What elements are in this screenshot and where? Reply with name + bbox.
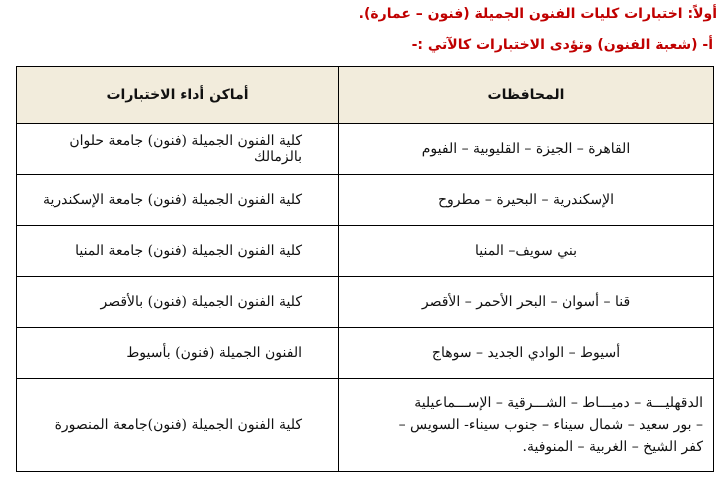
governorates-cell: بني سويف– المنيا [339,226,714,277]
governorates-line: كفر الشيخ – الغربية – المنوفية. [522,439,703,455]
venue-cell: الفنون الجميلة (فنون) بأسيوط [17,328,339,379]
governorates-cell: القاهرة – الجيزة – القليوبية – الفيوم [339,124,714,175]
table-row [17,175,714,226]
exam-locations-table [16,66,714,472]
table-row [17,124,714,175]
venue-cell: كلية الفنون الجميلة (فنون) جامعة حلوان بالزمالك [17,124,339,175]
governorates-line: الدقهليـــة – دميـــاط – الشـــرقية – الإســـماعيلية [414,395,703,411]
governorates-cell: قنا – أسوان – البحر الأحمر – الأقصر [339,277,714,328]
subsection-heading: أ- (شعبة الفنون) وتؤدى الاختبارات كالآتي :- [411,37,713,53]
venue-cell: كلية الفنون الجميلة (فنون) جامعة المنيا [17,226,339,277]
table-row [17,328,714,379]
table-row [17,379,714,472]
governorates-line: – بور سعيد – شمال سيناء – جنوب سيناء- السويس – [398,417,703,433]
table-header-row [17,67,714,124]
governorates-cell: أسيوط – الوادي الجديد – سوهاج [339,328,714,379]
governorates-cell: الإسكندرية – البحيرة – مطروح [339,175,714,226]
governorates-cell [339,379,714,472]
venue-cell: كلية الفنون الجميلة (فنون) جامعة الإسكندرية [17,175,339,226]
table-row [17,277,714,328]
venue-cell: كلية الفنون الجميلة (فنون)جامعة المنصورة [17,379,339,472]
venues-header: أماكن أداء الاختبارات [17,67,339,124]
table-row [17,226,714,277]
section-heading: أولاً: اختبارات كليات الفنون الجميلة (فنون – عمارة). [358,6,717,22]
governorates-header: المحافظات [339,67,714,124]
venue-cell: كلية الفنون الجميلة (فنون) بالأقصر [17,277,339,328]
